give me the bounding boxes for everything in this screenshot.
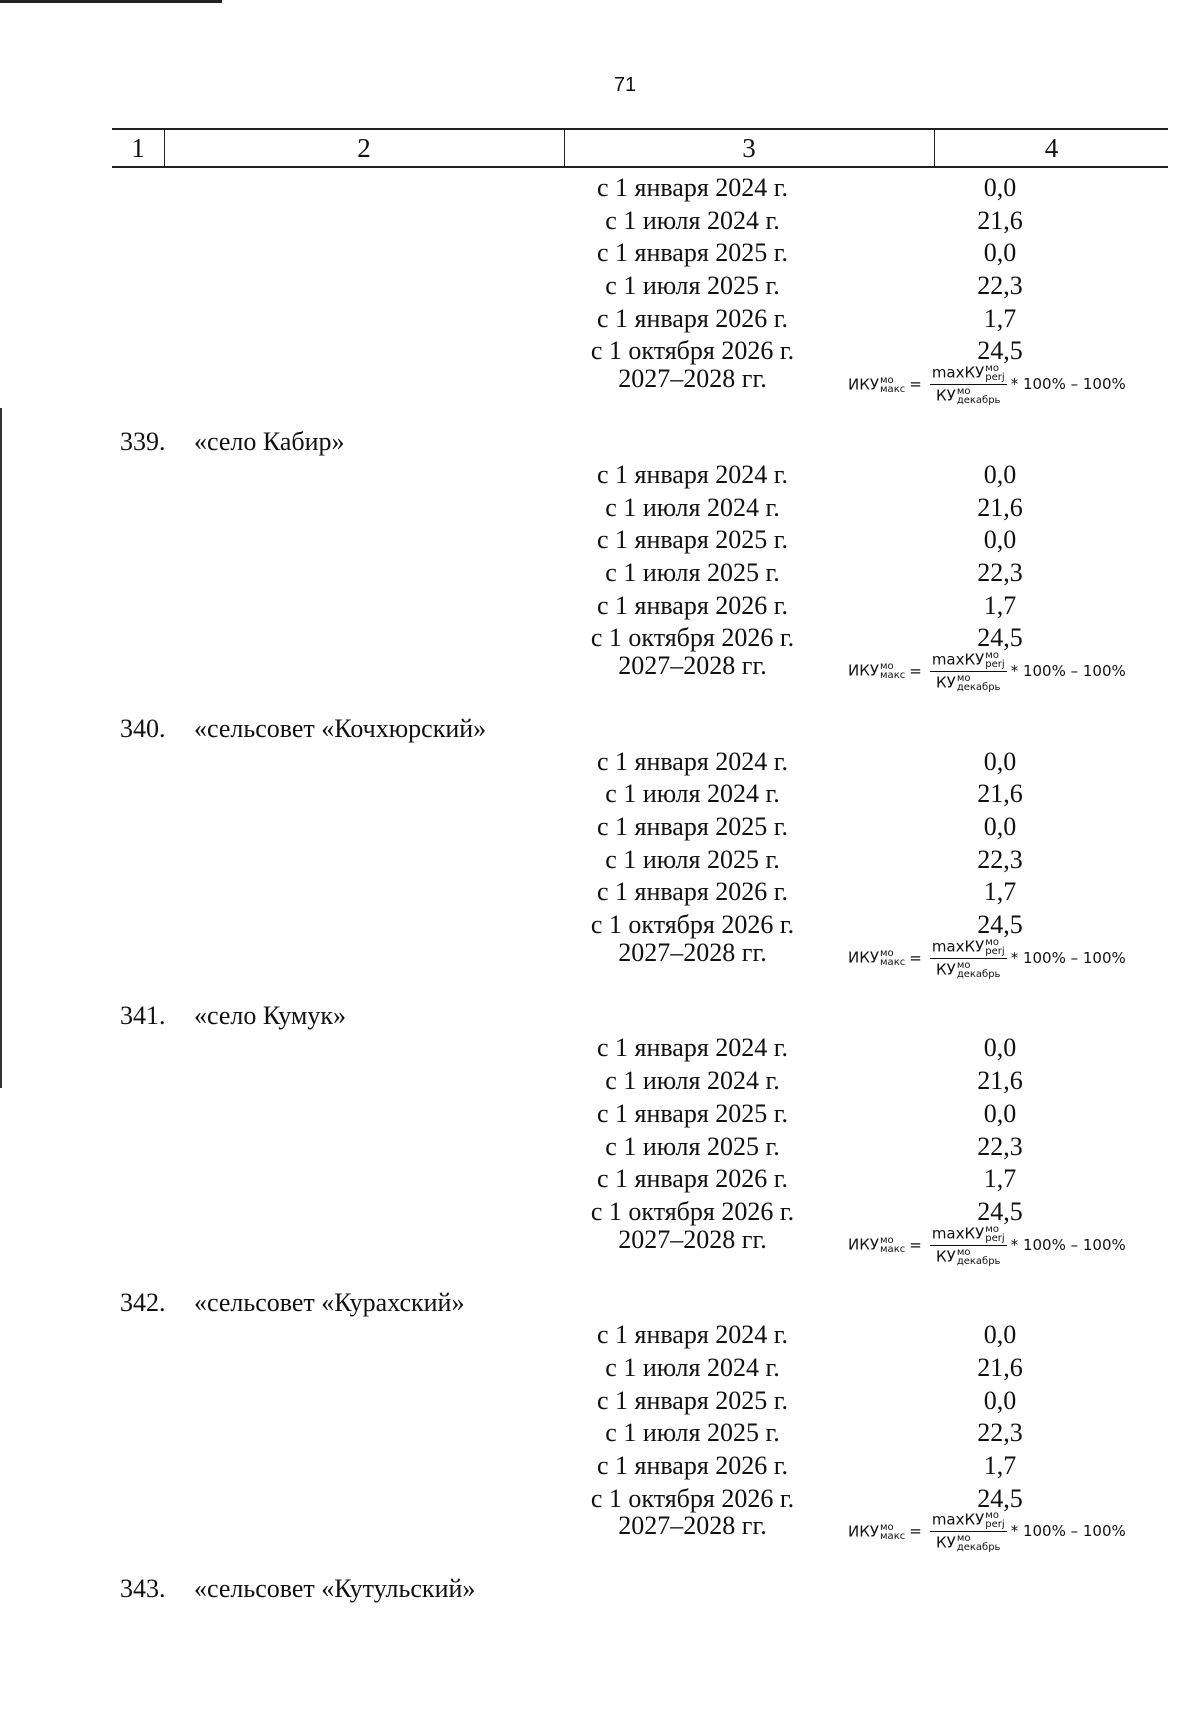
entry-number: 343. [120, 1574, 166, 1604]
period-cell: с 1 января 2024 г. [596, 459, 789, 489]
period-cell: с 1 октября 2026 г. [590, 910, 795, 940]
table-row [0, 172, 1200, 205]
formula-numerator [930, 1225, 1007, 1246]
formula-lhs-sub: макс [880, 1244, 906, 1256]
formula-num-sup: мо [985, 363, 999, 375]
period-cell: с 1 января 2025 г. [596, 1098, 789, 1128]
period-cell: 2027–2028 гг. [618, 650, 767, 680]
value-cell: 22,3 [977, 1131, 1023, 1161]
value-cell: 24,5 [977, 910, 1023, 940]
value-cell: 1,7 [983, 1451, 1017, 1480]
value-cell: 0,0 [983, 1385, 1017, 1415]
formula [848, 938, 1126, 979]
formula-num-prefix: max [931, 363, 965, 382]
formula-den-sub: декабрь [956, 1255, 1001, 1267]
formula-lhs-sub: макс [880, 1530, 906, 1542]
formula-lhs-sup: мо [880, 948, 894, 960]
formula-numerator [930, 651, 1007, 672]
formula-den-scripts [957, 961, 1001, 979]
table-row [0, 844, 1200, 877]
formula-lhs-sub: макс [880, 383, 906, 395]
formula-denominator [934, 672, 1002, 692]
period-cell: с 1 июля 2024 г. [605, 1066, 780, 1096]
formula-num-sup: мо [985, 936, 999, 948]
formula [848, 1225, 1126, 1266]
formula-den-sup: мо [956, 672, 971, 684]
formula-lhs-scripts [880, 376, 905, 394]
formula-num-base: КУ [964, 1510, 985, 1529]
page-number: 71 [613, 74, 637, 96]
formula-num-scripts [985, 938, 1004, 956]
header-cell-1: 1 [131, 133, 145, 163]
formula-den-sup: мо [956, 386, 971, 398]
value-cell: 24,5 [977, 336, 1023, 366]
formula-den-sup: мо [956, 959, 971, 971]
period-cell: 2027–2028 гг. [618, 1224, 767, 1254]
formula-lhs [848, 949, 905, 967]
formula-suffix: * 100% – 100% [1010, 1522, 1126, 1541]
formula-suffix: * 100% – 100% [1010, 661, 1126, 680]
formula-fraction [930, 364, 1007, 405]
value-cell: 22,3 [977, 1418, 1023, 1448]
entry-number: 339. [120, 427, 166, 457]
formula-equals: = [909, 375, 922, 394]
value-cell: 0,0 [983, 238, 1017, 268]
formula-equals: = [909, 948, 922, 967]
formula-den-sub: декабрь [956, 968, 1001, 980]
table-row [0, 778, 1200, 811]
entry-name: «сельсовет «Кутульский» [194, 1574, 476, 1604]
period-cell: с 1 января 2024 г. [596, 173, 789, 202]
period-cell: с 1 января 2024 г. [596, 1033, 789, 1063]
table-row [0, 746, 1200, 779]
formula-lhs-sup: мо [880, 661, 894, 673]
formula-numerator [930, 364, 1007, 385]
header-cell-4: 4 [1044, 133, 1059, 163]
formula-lhs [848, 662, 905, 680]
period-cell: с 1 января 2025 г. [596, 812, 789, 841]
value-cell: 0,0 [983, 812, 1017, 841]
period-cell: с 1 января 2025 г. [596, 525, 789, 555]
formula-lhs [848, 376, 905, 394]
formula-num-sup: мо [985, 1223, 999, 1235]
formula-den-sub: декабрь [956, 1542, 1001, 1554]
value-cell: 0,0 [983, 459, 1017, 489]
formula-lhs-sub: макс [880, 670, 906, 682]
table-row [0, 557, 1200, 590]
formula-lhs [848, 1236, 905, 1254]
table-row [0, 237, 1200, 270]
table-row-formula [0, 363, 1200, 418]
formula-lhs-scripts [880, 949, 905, 967]
formula-lhs-scripts [880, 1523, 905, 1541]
formula-den-base: КУ [936, 1247, 956, 1266]
period-cell: с 1 октября 2026 г. [590, 623, 795, 653]
scan-edge-mark [0, 0, 222, 3]
formula-equals: = [909, 661, 922, 680]
value-cell: 22,3 [977, 271, 1023, 301]
entry-number: 342. [120, 1287, 166, 1317]
formula-num-scripts [985, 364, 1004, 382]
period-cell: с 1 июля 2025 г. [605, 1131, 780, 1161]
formula-num-sup: мо [985, 649, 999, 661]
value-cell: 0,0 [983, 1033, 1017, 1063]
period-cell: с 1 января 2026 г. [596, 303, 789, 333]
formula-lhs-base: ИКУ [848, 1235, 880, 1254]
period-cell: с 1 января 2026 г. [596, 877, 789, 907]
value-cell: 0,0 [983, 1098, 1017, 1128]
table-row-formula [0, 936, 1200, 992]
entry-header-row [0, 1573, 1200, 1606]
table-row [0, 1098, 1200, 1131]
value-cell: 0,0 [983, 746, 1017, 776]
formula-den-scripts [957, 674, 1001, 692]
period-cell: с 1 января 2026 г. [596, 590, 789, 620]
value-cell: 21,6 [977, 779, 1023, 809]
entry-number: 340. [120, 713, 166, 743]
formula-num-scripts [985, 1511, 1004, 1529]
period-cell: с 1 июля 2025 г. [605, 271, 780, 301]
formula-lhs-sub: макс [880, 957, 906, 969]
formula-num-base: КУ [964, 363, 985, 382]
value-cell: 21,6 [977, 1352, 1023, 1382]
table-row [0, 1319, 1200, 1352]
value-cell: 1,7 [983, 590, 1017, 620]
entry-name: «село Кумук» [194, 1000, 347, 1030]
table-row [0, 1163, 1200, 1196]
table-row [0, 811, 1200, 844]
period-cell: 2027–2028 гг. [618, 1511, 767, 1541]
table-row [0, 876, 1200, 909]
period-cell: с 1 июля 2024 г. [605, 1352, 780, 1382]
period-cell: с 1 января 2026 г. [596, 1164, 789, 1194]
formula-fraction [930, 1511, 1007, 1552]
table-row [0, 270, 1200, 303]
entry-name: «сельсовет «Кочхюрский» [194, 713, 487, 743]
formula-lhs-scripts [880, 1236, 905, 1254]
formula-lhs-base: ИКУ [848, 1522, 880, 1541]
header-cell-3: 3 [742, 133, 756, 163]
value-cell: 21,6 [977, 1066, 1023, 1096]
entry-number: 341. [120, 1000, 166, 1030]
formula-lhs-scripts [880, 662, 905, 680]
table-row [0, 1417, 1200, 1450]
formula-lhs-sup: мо [880, 1521, 894, 1533]
formula-lhs-base: ИКУ [848, 661, 880, 680]
formula-num-prefix: max [931, 1224, 965, 1243]
table-row [0, 459, 1200, 492]
formula-num-sub: perj [985, 1519, 1005, 1531]
value-cell: 24,5 [977, 1196, 1023, 1226]
period-cell: с 1 января 2024 г. [596, 1320, 789, 1350]
formula-equals: = [909, 1522, 922, 1541]
formula-numerator [930, 1511, 1007, 1532]
formula-lhs-base: ИКУ [848, 948, 880, 967]
table-row [0, 1352, 1200, 1385]
value-cell: 24,5 [977, 623, 1023, 653]
formula-fraction [930, 1225, 1007, 1266]
value-cell: 0,0 [983, 1320, 1017, 1350]
period-cell: с 1 января 2025 г. [596, 238, 789, 268]
formula-num-prefix: max [931, 650, 965, 669]
formula-num-base: КУ [964, 937, 985, 956]
formula-num-prefix: max [931, 1510, 965, 1529]
period-cell: с 1 июля 2025 г. [605, 1418, 780, 1448]
period-cell: с 1 января 2026 г. [596, 1451, 789, 1480]
value-cell: 0,0 [983, 173, 1017, 202]
table-row-formula [0, 649, 1200, 705]
formula-den-scripts [957, 1534, 1001, 1552]
value-cell: 21,6 [977, 205, 1023, 235]
table-row [0, 1385, 1200, 1418]
entry-header-row [0, 426, 1200, 459]
table-row [0, 524, 1200, 557]
formula [848, 1511, 1126, 1552]
value-cell: 1,7 [983, 303, 1017, 333]
formula-num-base: КУ [964, 1224, 985, 1243]
period-cell: 2027–2028 гг. [618, 937, 767, 967]
formula-den-base: КУ [936, 673, 956, 692]
period-cell: с 1 июля 2025 г. [605, 557, 780, 587]
period-cell: с 1 июля 2025 г. [605, 844, 780, 874]
formula-num-sub: perj [985, 658, 1005, 670]
formula-den-sub: декабрь [956, 681, 1001, 693]
formula-suffix: * 100% – 100% [1010, 1235, 1126, 1254]
table-row [0, 1131, 1200, 1164]
formula-lhs-sup: мо [880, 374, 894, 386]
formula-numerator [930, 938, 1007, 959]
header-cell-2: 2 [357, 133, 371, 163]
period-cell: с 1 октября 2026 г. [590, 1483, 795, 1513]
formula-denominator [934, 1246, 1002, 1266]
formula-num-sup: мо [985, 1510, 999, 1522]
table-row [0, 205, 1200, 238]
period-cell: с 1 октября 2026 г. [590, 1196, 795, 1226]
entry-header-row [0, 1287, 1200, 1320]
formula-den-scripts [957, 1248, 1001, 1266]
period-cell: с 1 июля 2024 г. [605, 779, 780, 809]
formula-denominator [934, 385, 1002, 405]
formula [848, 364, 1126, 405]
formula-num-prefix: max [931, 937, 965, 956]
table-body [0, 172, 1200, 1606]
formula-lhs-base: ИКУ [848, 375, 880, 394]
formula-denominator [934, 1532, 1002, 1552]
formula [848, 651, 1126, 692]
period-cell: 2027–2028 гг. [618, 364, 767, 394]
formula-den-sub: декабрь [956, 395, 1001, 407]
entry-name: «сельсовет «Курахский» [194, 1287, 465, 1317]
table-row-formula [0, 1510, 1200, 1565]
table-header [112, 128, 1168, 168]
formula-den-base: КУ [936, 960, 956, 979]
formula-denominator [934, 959, 1002, 979]
formula-num-sub: perj [985, 945, 1005, 957]
formula-den-scripts [957, 387, 1001, 405]
value-cell: 0,0 [983, 525, 1017, 555]
formula-num-sub: perj [985, 1232, 1005, 1244]
formula-equals: = [909, 1235, 922, 1254]
entry-name: «село Кабир» [194, 427, 345, 457]
formula-num-base: КУ [964, 650, 985, 669]
value-cell: 1,7 [983, 1164, 1017, 1194]
formula-fraction [930, 938, 1007, 979]
period-cell: с 1 октября 2026 г. [590, 336, 795, 366]
formula-num-sub: perj [985, 372, 1005, 384]
value-cell: 22,3 [977, 844, 1023, 874]
formula-num-scripts [985, 651, 1004, 669]
table-row [0, 590, 1200, 623]
formula-lhs [848, 1523, 905, 1541]
table-row [0, 303, 1200, 336]
formula-fraction [930, 651, 1007, 692]
entry-header-row [0, 713, 1200, 746]
table-row [0, 1032, 1200, 1065]
period-cell: с 1 января 2025 г. [596, 1385, 789, 1415]
table-row-formula [0, 1223, 1200, 1279]
formula-den-sup: мо [956, 1246, 971, 1258]
formula-den-sup: мо [956, 1533, 971, 1545]
table-row [0, 1065, 1200, 1098]
formula-suffix: * 100% – 100% [1010, 948, 1126, 967]
entry-header-row [0, 1000, 1200, 1033]
formula-suffix: * 100% – 100% [1010, 375, 1126, 394]
value-cell: 22,3 [977, 557, 1023, 587]
value-cell: 1,7 [983, 877, 1017, 907]
formula-den-base: КУ [936, 1533, 956, 1552]
value-cell: 21,6 [977, 492, 1023, 522]
formula-lhs-sup: мо [880, 1235, 894, 1247]
formula-num-scripts [985, 1225, 1004, 1243]
period-cell: с 1 января 2024 г. [596, 746, 789, 776]
table-row [0, 1450, 1200, 1483]
table-row [0, 492, 1200, 525]
formula-den-base: КУ [936, 386, 956, 405]
value-cell: 24,5 [977, 1483, 1023, 1513]
period-cell: с 1 июля 2024 г. [605, 492, 780, 522]
period-cell: с 1 июля 2024 г. [605, 205, 780, 235]
